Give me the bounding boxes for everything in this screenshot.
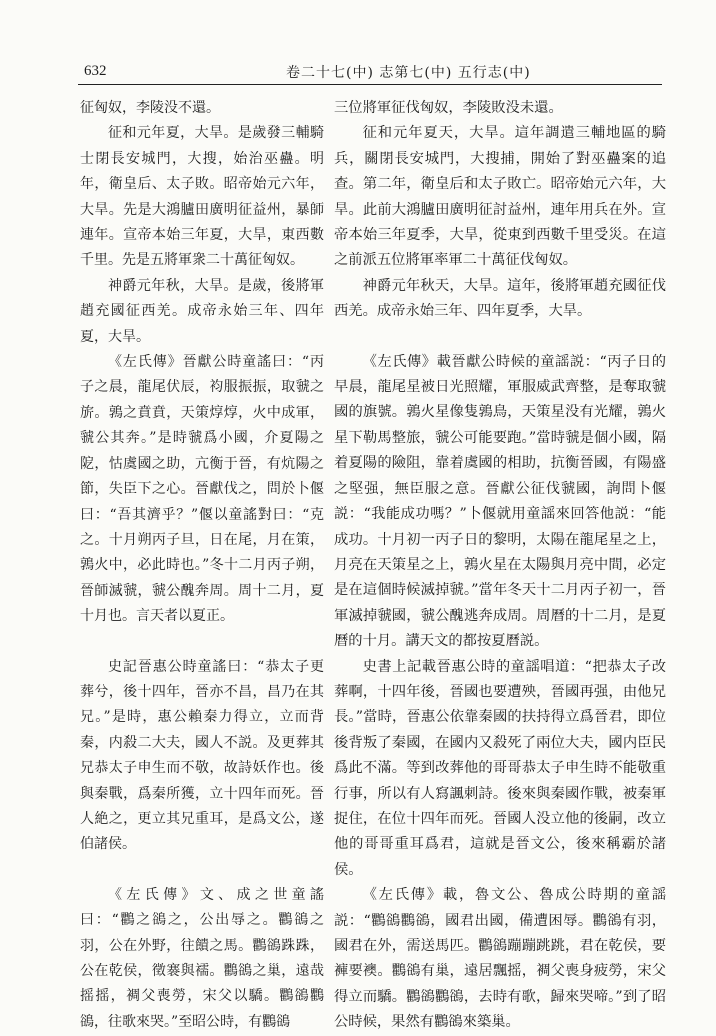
classical-paragraph: 《左氏傳》文、成之世童謠曰：“鸜之鵒之，公出辱之。鸜鵒之羽，公在外野，往饋之馬。鸜鵒跦跦，公在乾侯，徵褰與襦。鸜鵒之巢，遠哉摇摇，裯父喪勞，宋父以驕。鸜鵒鸜鵒，往歌來哭。”至昭公時，有鸜鵒 [80,886,324,1030]
translation-paragraph: 史書上記載晉惠公時的童謡唱道：“把恭太子改葬啊，十四年後，晉國也要遭殃，晉國再强，由他兄長。”當時，晉惠公依靠秦國的扶持得立爲晉君，即位後背叛了秦國，在國内又殺死了兩位大夫，國内臣民爲此不滿。等到改葬他的哥哥恭太子申生時不能敬重行事，所以有人寫諷刺詩。後來與秦國作戰，被秦軍捉住，在位十四年而死。晉國人没立他的後嗣，改立他的哥哥重耳爲君，這就是晉文公，後來稱霸於諸侯。 [334,658,666,878]
translation-paragraph: 《左氏傳》載晉獻公時候的童謡説：“丙子日的早晨，龍尾星被日光照耀，軍服威武齊整，是奪取虢國的旗號。鶉火星像隻鶉鳥，天策星没有光耀，鶉火星下勒馬整旅，虢公可能要跑。”當時虢是個小國，隔着夏陽的險阻，靠着虞國的相助，抗衡晉國，有陽盛之堅强，無臣服之意。晉獻公征伐虢國，詢問卜偃説：“我能成功嗎？”卜偃就用童謡來回答他説：“能成功。十月初一丙子日的黎明，太陽在龍尾星之上，月亮在天策星之上，鶉火星在太陽與月亮中間，必定是在這個時候滅掉虢。”當年冬天十二月丙子初一，晉軍滅掉虢國，虢公醜逃奔成周。周曆的十二月，是夏曆的十月。講天文的都按夏曆説。 [334,353,666,650]
classical-paragraph: 神爵元年秋，大旱。是歲，後將軍趙充國征西羌。成帝永始三年、四年夏，大旱。 [80,277,324,345]
translation-paragraph: 三位將軍征伐匈奴，李陵敗没未還。 [334,100,563,116]
classical-paragraph: 《左氏傳》晉獻公時童謠曰：“丙子之晨，龍尾伏辰，袀服振振，取虢之旂。鶉之賁賁，天策焞焞，火中成軍，虢公其奔。”是時虢爲小國，介夏陽之阸，怙虞國之助，亢衡于晉，有炕陽之節，失臣下之心。晉獻伐之，問於卜偃曰：“吾其濟乎？”偃以童謠對曰：“克之。十月朔丙子旦，日在尾，月在策，鶉火中，必此時也。”冬十二月丙子朔，晉師滅虢，虢公醜奔周。周十二月，夏十月也。言天者以夏正。 [80,354,324,625]
classical-paragraph: 征匈奴，李陵没不還。 [80,100,220,116]
classical-paragraph: 史記晉惠公時童謠曰：“恭太子更葬兮，後十四年，晉亦不昌，昌乃在其兄。”是時，惠公賴秦力得立，立而背秦，内殺二大夫，國人不説。及更葬其兄恭太子申生而不敬，故詩妖作也。後與秦戰，爲秦所獲，立十四年而死。晉人絶之，更立其兄重耳，是爲文公，遂伯諸侯。 [80,658,324,853]
paragraph-spacer [80,630,324,655]
paragraph-spacer [334,325,666,350]
paragraph-spacer [80,858,324,883]
running-head-title: 卷二十七(中) 志第七(中) 五行志(中) [286,65,531,81]
classical-paragraph: 征和元年夏，大旱。是歲發三輔騎士閉長安城門，大搜，始治巫蠱。明年，衛皇后、太子敗。昭帝始元六年，大旱。先是大鴻臚田廣明征益州，暴師連年。宣帝本始三年夏，大旱，東西數千里。先是五將軍衆二十萬征匈奴。 [80,125,324,269]
translation-paragraph: 神爵元年秋天，大旱。這年，後將軍趙充國征伐西羌。成帝永始三年、四年夏季，大旱。 [334,277,666,320]
translation-paragraph: 《左氏傳》載，魯文公、魯成公時期的童謡説：“鸜鵒鸜鵒，國君出國，備遭困辱。鸜鵒有羽，國君在外，需送馬匹。鸜鵒蹦蹦跳跳，君在乾侯，要褲要襖。鸜鵒有巢，遠居飄摇，裯父喪身疲勞，宋父得立而驕。鸜鵒鸜鵒，去時有歌，歸來哭啼。”到了昭公時候，果然有鸜鵒來築巢。 [334,887,666,1031]
translation-text-column [334,96,666,1036]
classical-text-column [80,96,324,1035]
translation-paragraph: 征和元年夏天，大旱。這年調遣三輔地區的騎兵，關閉長安城門，大搜捕，開始了對巫蠱案的追查。第二年，衛皇后和太子敗亡。昭帝始元六年，大旱。此前大鴻臚田廣明征討益州，連年用兵在外。宣帝本始三年夏季，大旱，從東到西數千里受災。在這之前派五位將軍率軍二十萬征伐匈奴。 [334,125,666,269]
running-header [78,62,662,85]
page-number: 632 [84,63,107,79]
